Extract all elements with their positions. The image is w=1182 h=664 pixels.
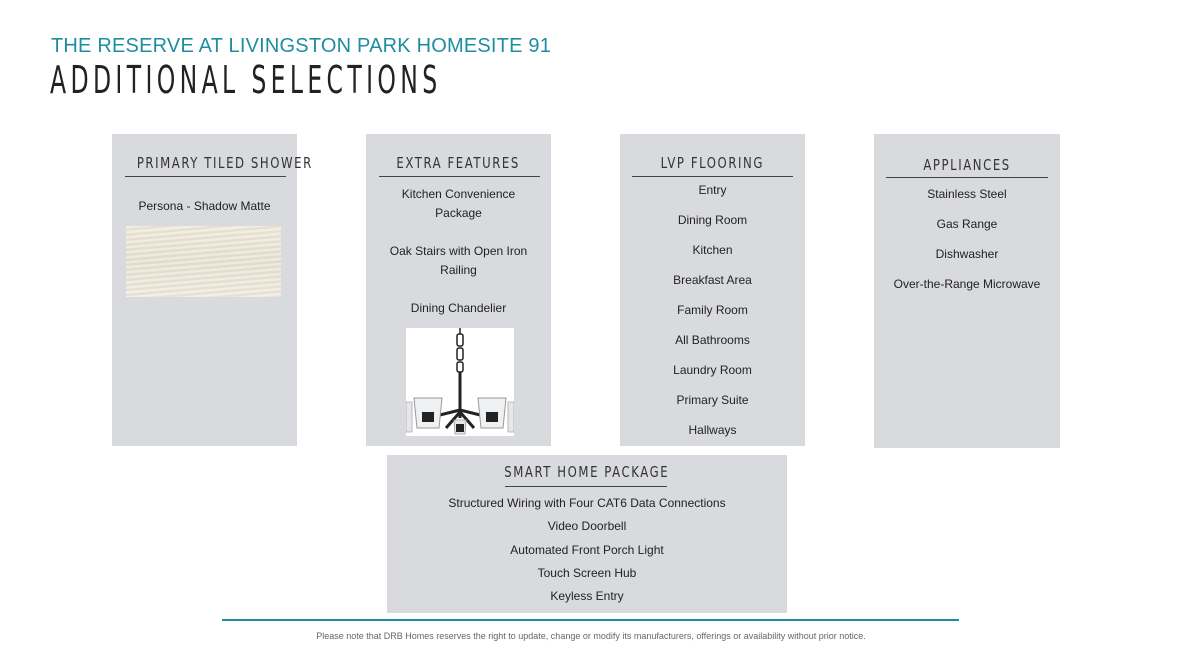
list-item: Oak Stairs with Open Iron bbox=[389, 244, 528, 258]
tile-swatch-image bbox=[126, 226, 281, 297]
list-item: Persona - Shadow Matte bbox=[138, 199, 271, 213]
list-item: Dining Chandelier bbox=[410, 301, 507, 315]
list-item: Hallways bbox=[688, 423, 737, 437]
panel-lvp-flooring bbox=[620, 134, 805, 446]
heading-divider bbox=[379, 176, 540, 177]
panel-heading: PRIMARY TILED SHOWER bbox=[136, 154, 313, 172]
list-item: Stainless Steel bbox=[927, 187, 1007, 201]
list-item: Automated Front Porch Light bbox=[510, 543, 664, 557]
panel-smart-home-package bbox=[387, 455, 787, 613]
list-item: Laundry Room bbox=[673, 363, 752, 377]
list-item: All Bathrooms bbox=[675, 333, 750, 347]
list-item: Family Room bbox=[677, 303, 748, 317]
panel-appliances bbox=[874, 134, 1060, 448]
list-item: Gas Range bbox=[936, 217, 998, 231]
list-item: Video Doorbell bbox=[547, 519, 627, 533]
panel-heading: APPLIANCES bbox=[923, 156, 1011, 174]
panel-heading: SMART HOME PACKAGE bbox=[504, 463, 670, 481]
list-item: Over-the-Range Microwave bbox=[893, 277, 1041, 291]
footer-disclaimer: Please note that DRB Homes reserves the right to update, change or modify its manufacturers, offerings or availability without prior notice. bbox=[316, 631, 866, 641]
list-item: Railing bbox=[440, 263, 477, 277]
panel-heading: LVP FLOORING bbox=[660, 154, 765, 172]
panel-extra-features bbox=[366, 134, 551, 446]
list-item: Dining Room bbox=[677, 213, 748, 227]
list-item: Package bbox=[435, 206, 482, 220]
list-item: Primary Suite bbox=[676, 393, 749, 407]
list-item: Breakfast Area bbox=[673, 273, 752, 287]
list-item: Keyless Entry bbox=[550, 589, 624, 603]
list-item: Kitchen bbox=[692, 243, 733, 257]
heading-divider bbox=[125, 176, 286, 177]
page-subtitle: THE RESERVE AT LIVINGSTON PARK HOMESITE 91 bbox=[51, 35, 552, 57]
page-title: ADDITIONAL SELECTIONS bbox=[50, 58, 442, 102]
heading-divider bbox=[632, 176, 793, 177]
panel-primary-tiled-shower bbox=[112, 134, 313, 446]
footer-divider bbox=[222, 619, 959, 621]
heading-divider bbox=[886, 177, 1048, 178]
chandelier-image bbox=[406, 328, 514, 436]
list-item: Kitchen Convenience bbox=[401, 187, 516, 201]
panel-heading: EXTRA FEATURES bbox=[396, 154, 521, 172]
heading-divider bbox=[505, 486, 667, 487]
list-item: Dishwasher bbox=[935, 247, 999, 261]
list-item: Structured Wiring with Four CAT6 Data Connections bbox=[448, 496, 726, 510]
list-item: Entry bbox=[698, 183, 727, 197]
list-item: Touch Screen Hub bbox=[537, 566, 637, 580]
